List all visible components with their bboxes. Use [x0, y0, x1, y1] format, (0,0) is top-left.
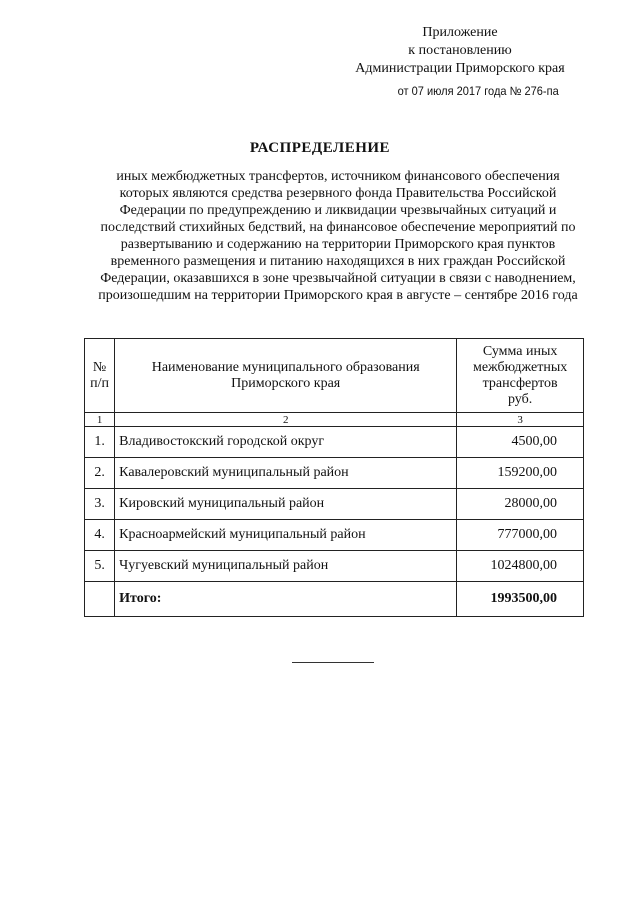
row-municipality: Чугуевский муниципальный район	[115, 551, 457, 582]
header-amount	[457, 339, 584, 413]
row-municipality: Красноармейский муниципальный район	[115, 520, 457, 551]
index-cell: 1	[85, 413, 115, 427]
header-municipality-line: Наименование муниципального образования	[151, 359, 420, 375]
document-title: РАСПРЕДЕЛЕНИЕ	[249, 140, 391, 156]
subtitle-line: иных межбюджетных трансфертов, источником финансового обеспечения	[116, 169, 560, 184]
table-header-row	[85, 339, 584, 413]
row-amount: 1024800,00	[457, 551, 584, 582]
total-amount: 1993500,00	[457, 582, 584, 617]
total-empty-cell	[85, 582, 115, 617]
row-number: 1.	[85, 427, 115, 458]
header-municipality	[115, 339, 457, 413]
row-amount: 28000,00	[457, 489, 584, 520]
row-number: 2.	[85, 458, 115, 489]
row-amount: 4500,00	[457, 427, 584, 458]
table-total-row	[85, 582, 584, 617]
row-amount: 159200,00	[457, 458, 584, 489]
distribution-table	[84, 338, 584, 617]
table-row	[85, 489, 584, 520]
appendix-order-reference: от 07 июля 2017 года № 276-па	[397, 84, 559, 98]
row-number: 4.	[85, 520, 115, 551]
index-cell: 2	[115, 413, 457, 427]
table-row	[85, 551, 584, 582]
appendix-header	[330, 24, 590, 100]
subtitle-line: которых являются средства резервного фонда Правительства Российской	[119, 186, 557, 201]
closing-line	[292, 662, 374, 663]
row-number: 3.	[85, 489, 115, 520]
subtitle-line: произошедшим на территории Приморского края в августе – сентябре 2016 года	[98, 288, 578, 303]
table-index-row	[85, 413, 584, 427]
header-amount-line: руб.	[507, 391, 533, 407]
table-row	[85, 520, 584, 551]
subtitle-line: последствий стихийных бедствий, на финансовое обеспечение мероприятий по	[100, 220, 576, 235]
appendix-label: Приложение	[422, 25, 498, 40]
row-municipality: Кавалеровский муниципальный район	[115, 458, 457, 489]
subtitle-line: временного размещения и питанию находящихся в них граждан Российской	[110, 254, 566, 269]
subtitle-line: Федерации, оказавшихся в зоне чрезвычайной ситуации в связи с наводнением,	[100, 271, 576, 286]
appendix-authority: Администрации Приморского края	[355, 61, 565, 76]
header-amount-line: межбюджетных	[472, 359, 568, 375]
subtitle-line: Федерации по предупреждению и ликвидации чрезвычайных ситуаций и	[119, 203, 557, 218]
header-number-line: №	[92, 359, 107, 375]
appendix-resolution-label: к постановлению	[408, 43, 512, 58]
document-subtitle	[78, 168, 598, 304]
header-municipality-line: Приморского края	[231, 375, 341, 391]
header-number	[85, 339, 115, 413]
row-municipality: Владивостокский городской округ	[115, 427, 457, 458]
row-amount: 777000,00	[457, 520, 584, 551]
header-number-line: п/п	[90, 375, 110, 391]
table-row	[85, 458, 584, 489]
table-row	[85, 427, 584, 458]
row-municipality: Кировский муниципальный район	[115, 489, 457, 520]
header-amount-line: трансфертов	[482, 375, 558, 391]
total-label: Итого:	[115, 582, 457, 617]
row-number: 5.	[85, 551, 115, 582]
subtitle-line: развертыванию и содержанию на территории Приморского края пунктов	[120, 237, 556, 252]
header-amount-line: Сумма иных	[482, 343, 558, 359]
index-cell: 3	[457, 413, 584, 427]
